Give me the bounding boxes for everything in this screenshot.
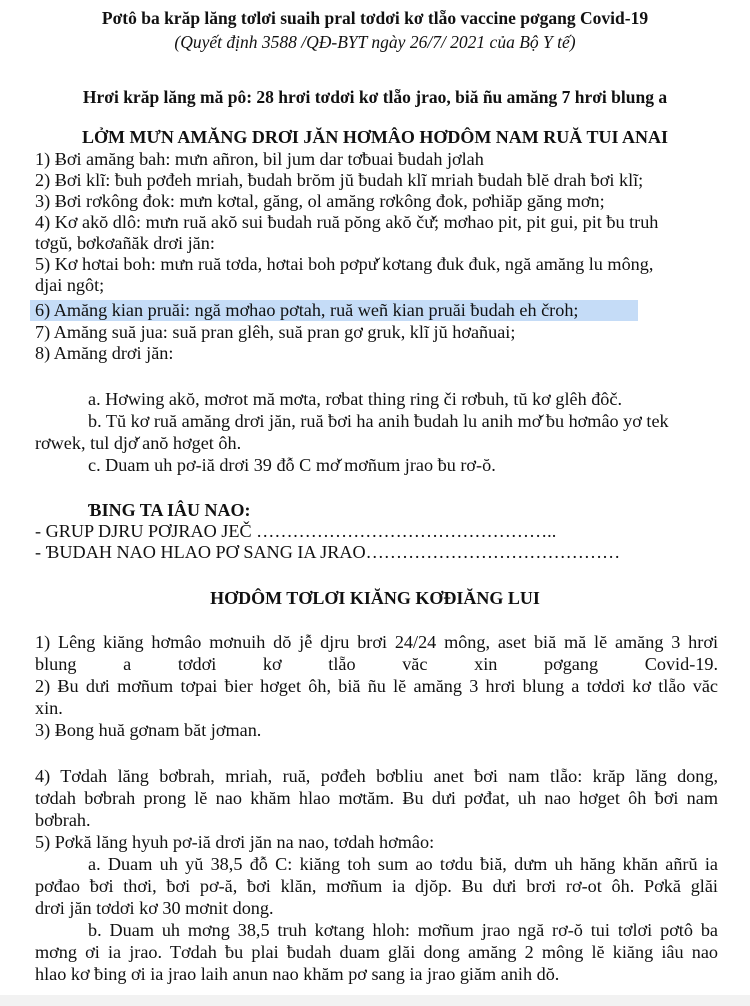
advice-line: 1) Lêng kiăng hơmâo mơnuih dŏ jễ djru brơi 24/24 mông, aset biă mă lĕ amăng 3 hrơi	[35, 632, 718, 652]
advice-line: 4) Tơdah lăng bơbrah, mriah, ruă, pơđeh bơbliu anet ƀơi nam tlẵo: krăp lăng dong,	[35, 766, 718, 786]
advice-line: mơng ơi ia jrao. Tơdah ƀu plai ƀudah duam glăi dong amăng 2 mông lĕ kiăng iâu nao	[35, 942, 718, 962]
symptom-line: tơgŭ, bơkơañăk drơi jăn:	[35, 233, 215, 253]
sub-item-b-cont: rơwek, tul djơ̆ anŏ hơget ôh.	[35, 433, 242, 453]
advice-line: bơbrah.	[35, 810, 91, 830]
advice-line: pơđao ƀơi thơi, ƀơi pơ-ă, ƀơi klăn, mơñum ia djŏp. Ƀu dưi brơi rơ-ot ôh. Pơkă glăi	[35, 876, 718, 896]
document-subtitle: (Quyết định 3588 /QĐ-BYT ngày 26/7/ 2021 của Bộ Y tế)	[174, 32, 576, 52]
symptom-line: 1) Ƀơi amăng bah: mưn añron, bil jum dar tơƀuai ƀudah jơlah	[35, 149, 484, 169]
sub-item-c: c. Duam uh pơ-iă drơi 39 đỗ C mơ̆ mơñum jrao ƀu rơ-ŏ.	[88, 455, 496, 475]
symptom-line: 5) Kơ hơtai boh: mưn ruă tơda, hơtai boh pơpư̆ kơtang đuk đuk, ngă amăng lu mông,	[35, 254, 654, 274]
symptom-line: 2) Ƀơi klĩ: ƀuh pơđeh mriah, ƀudah brŏm jŭ ƀudah klĩ mriah ƀudah ƀlĕ drah ƀơi klĩ;	[35, 170, 644, 190]
lead-line: Hrơi krăp lăng mă pô: 28 hrơi tơdơi kơ tlẵo jrao, biă ñu amăng 7 hrơi blung a	[82, 87, 668, 107]
advice-line: 5) Pơkă lăng hyuh pơ-iă drơi jăn na nao, tơdah hơmâo:	[35, 832, 435, 852]
bottom-strip	[0, 995, 750, 1006]
symptom-line: 3) Ƀơi rơkông đok: mưn kơtal, găng, ol amăng rơkông đok, pơhiăp găng mơn;	[35, 191, 605, 211]
section1-heading: LỞM MƯN AMĂNG DRƠI JĂN HƠMÂO HƠDÔM NAM RUĂ TUI ANAI	[82, 127, 668, 147]
advice-line: drơi jăn tơdơi kơ 30 mơnit dong.	[35, 898, 274, 918]
selected-symptom-line[interactable]: 6) Amăng kian pruăi: ngă mơhao pơtah, ruă weñ kian pruăi ƀudah eh čroh;	[30, 300, 638, 321]
advice-line: 2) Ƀu dưi mơñum tơpai ƀier hơget ôh, biă ñu lĕ amăng 3 hrơi blung a tơdơi kơ tlẵo văc	[35, 676, 718, 696]
advice-sub-b: b. Duam uh mơng 38,5 truh kơtang hloh: mơñum jrao ngă rơ-ŏ tui tơlơi pơtô ba	[88, 920, 718, 940]
symptom-line: djai ngôt;	[35, 275, 105, 295]
contact-hospital-line: - ƁUDAH NAO HLAO PƠ SANG IA JRAO……………………………………	[35, 542, 621, 562]
advice-line: blung a tơdơi kơ tlẵo văc xin pơgang Covid-19.	[35, 654, 718, 674]
symptom-line: 8) Amăng drơi jăn:	[35, 343, 174, 363]
section2-heading: HƠDÔM TƠLƠI KIĂNG KƠĐIĂNG LUI	[210, 588, 540, 608]
advice-sub-a: a. Duam uh yŭ 38,5 đỗ C: kiăng toh sum ao tơdu ƀiă, dưm uh hăng khăn añrŭ ia	[88, 854, 718, 874]
advice-line: xin.	[35, 698, 63, 718]
symptom-line: 7) Amăng suă jua: suă pran glêh, suă pran gơ gruk, klĩ jŭ hơañuai;	[35, 322, 516, 342]
contact-heading: ƁING TA IÂU NAO:	[88, 500, 251, 520]
sub-item-b: b. Tŭ kơ ruă amăng drơi jăn, ruă ƀơi ha anih ƀudah lu anih mơ̆ ƀu hơmâo yơ tek	[88, 411, 669, 431]
advice-line: 3) Ƀong huă gơnam băt jơman.	[35, 720, 262, 740]
sub-item-a: a. Hơwing akŏ, mơrot mă mơta, rơbat thing ring či rơbuh, tŭ kơ glêh đôč.	[88, 389, 623, 409]
advice-line: tơdah bơbrah prong lĕ nao khăm hlao mơtăm. Ƀu dưi pơđat, uh nao hơget ôh ƀơi nam	[35, 788, 718, 808]
contact-group-line: - GRUP DJRU PƠJRAO JEČ …………………………………………..	[35, 521, 557, 541]
document-title: Pơtô ba krăp lăng tơlơi suaih pral tơdơi kơ tlẵo vaccine pơgang Covid-19	[101, 8, 649, 28]
symptom-line: 4) Kơ akŏ dlô: mưn ruă akŏ sui ƀudah ruă pŏng akŏ čư̆; mơhao pit, pit gui, pit ƀu truh	[35, 212, 659, 232]
advice-line: hlao kơ ƀing ơi ia jrao laih anun nao khăm pơ sang ia jrao giăm anih dŏ.	[35, 964, 560, 984]
